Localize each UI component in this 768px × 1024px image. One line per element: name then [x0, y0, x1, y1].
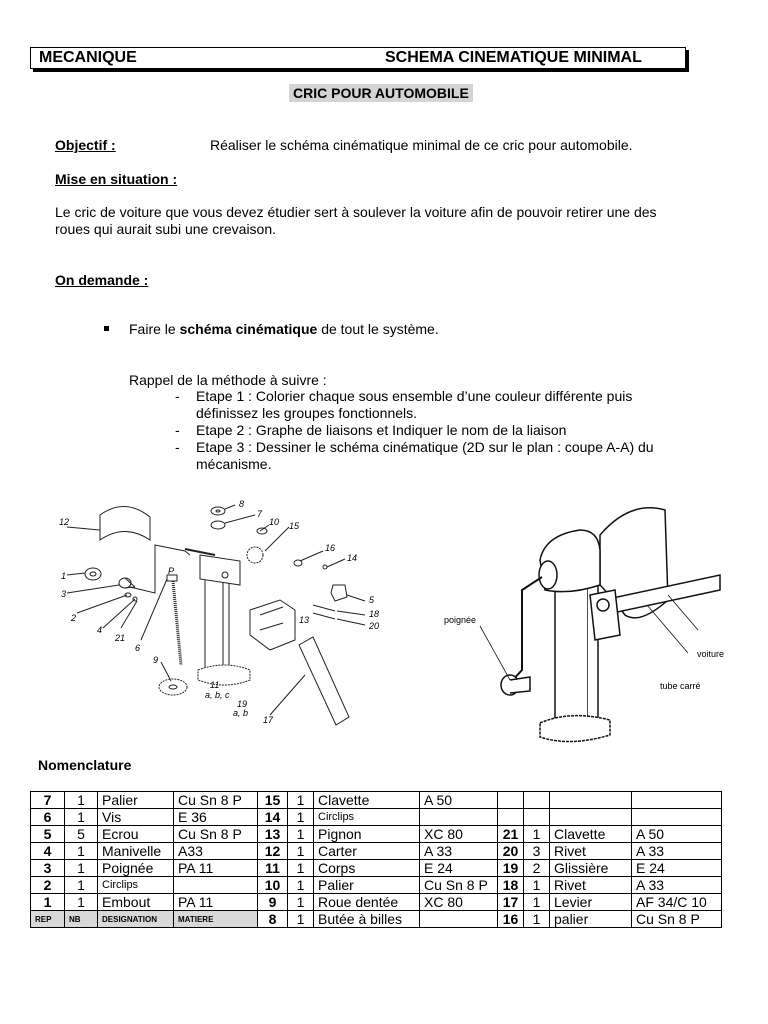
- nb-cell: 1: [524, 894, 550, 911]
- step2-dash: -: [175, 422, 180, 438]
- callout-p: P: [168, 566, 175, 576]
- nb-cell: 1: [65, 894, 98, 911]
- label-poignee: poignée: [444, 615, 477, 625]
- matiere-cell: [632, 809, 722, 826]
- nb-cell: 1: [65, 843, 98, 860]
- matiere-cell: AF 34/C 10: [632, 894, 722, 911]
- rep-cell: 19: [498, 860, 524, 877]
- mise-text-line1: Le cric de voiture que vous devez étudier sert à soulever la voiture afin de pouvoir retirer une des: [55, 204, 657, 220]
- designation-cell: Glissière: [550, 860, 632, 877]
- nb-cell: 1: [288, 894, 314, 911]
- header-rep: REP: [31, 911, 65, 928]
- header-nb: NB: [65, 911, 98, 928]
- header-designation: DESIGNATION: [98, 911, 174, 928]
- designation-cell: Roue dentée: [314, 894, 420, 911]
- header-subject: MECANIQUE: [39, 49, 137, 66]
- callout-21: 21: [115, 633, 126, 643]
- step3-line2: mécanisme.: [196, 456, 272, 472]
- table-row: [31, 809, 722, 826]
- designation-cell: [550, 809, 632, 826]
- matiere-cell: A 33: [632, 877, 722, 894]
- callout-10: 10: [269, 517, 280, 527]
- nb-cell: 1: [524, 911, 550, 928]
- step1-line1: Etape 1 : Colorier chaque sous ensemble d’une couleur différente puis: [196, 388, 633, 404]
- nb-cell: [524, 792, 550, 809]
- matiere-cell: [420, 809, 498, 826]
- callout-3: 3: [61, 589, 67, 599]
- exploded-view-drawing: [55, 495, 385, 735]
- designation-cell: Carter: [314, 843, 420, 860]
- matiere-cell: PA 11: [174, 894, 258, 911]
- designation-cell: Palier: [314, 877, 420, 894]
- designation-cell: Embout: [98, 894, 174, 911]
- rep-cell: 9: [258, 894, 288, 911]
- callout-9: 9: [153, 655, 159, 665]
- table-row: [31, 877, 722, 894]
- page-title: CRIC POUR AUTOMOBILE: [289, 84, 473, 102]
- assembly-drawing: [440, 495, 740, 755]
- callout-12: 12: [59, 517, 70, 527]
- designation-cell: Clavette: [550, 826, 632, 843]
- nb-cell: [524, 809, 550, 826]
- mise-text-line2: roues qui aurait subi une crevaison.: [55, 221, 277, 237]
- nb-cell: 1: [288, 877, 314, 894]
- matiere-cell: Cu Sn 8 P: [174, 792, 258, 809]
- matiere-cell: PA 11: [174, 860, 258, 877]
- table-header-row: [31, 911, 722, 928]
- rep-cell: 21: [498, 826, 524, 843]
- callout-6: 6: [135, 643, 141, 653]
- callout-11: 11: [210, 680, 220, 690]
- callout-15: 15: [289, 521, 300, 531]
- designation-cell: Poignée: [98, 860, 174, 877]
- matiere-cell: A 50: [632, 826, 722, 843]
- header-topic: SCHEMA CINEMATIQUE MINIMAL: [385, 49, 642, 66]
- rep-cell: 13: [258, 826, 288, 843]
- matiere-cell: A 33: [420, 843, 498, 860]
- bullet-prefix: Faire le: [129, 321, 180, 337]
- demande-bullet: [129, 321, 439, 338]
- demande-label: On demande :: [55, 272, 149, 288]
- nb-cell: 1: [288, 826, 314, 843]
- designation-cell: Vis: [98, 809, 174, 826]
- rep-cell: [498, 792, 524, 809]
- nb-cell: 2: [524, 860, 550, 877]
- designation-cell: Circlips: [98, 877, 174, 894]
- rep-cell: 10: [258, 877, 288, 894]
- rep-cell: 11: [258, 860, 288, 877]
- bullet-bold: schéma cinématique: [179, 321, 318, 337]
- bullet-square-icon: [104, 326, 109, 331]
- matiere-cell: E 24: [632, 860, 722, 877]
- nb-cell: 1: [288, 911, 314, 928]
- header-box: [30, 47, 686, 69]
- step1-line2: définissez les groupes fonctionnels.: [196, 405, 418, 421]
- nomenclature-title: Nomenclature: [38, 757, 132, 773]
- callout-14: 14: [347, 553, 358, 563]
- callout-18: 18: [369, 609, 380, 619]
- table-row: [31, 843, 722, 860]
- rep-cell: 2: [31, 877, 65, 894]
- label-voiture: voiture: [697, 649, 725, 659]
- rep-cell: 17: [498, 894, 524, 911]
- nb-cell: 1: [288, 809, 314, 826]
- callout-8: 8: [239, 499, 245, 509]
- rep-cell: 12: [258, 843, 288, 860]
- designation-cell: Corps: [314, 860, 420, 877]
- label-tube-carre: tube carré: [660, 681, 701, 691]
- nb-cell: 1: [288, 843, 314, 860]
- callout-11-sub: a, b, c: [205, 690, 230, 700]
- callout-17: 17: [263, 715, 274, 725]
- callout-19-sub: a, b: [233, 708, 249, 718]
- callout-1: 1: [61, 571, 67, 581]
- callout-20: 20: [369, 621, 380, 631]
- matiere-cell: E 24: [420, 860, 498, 877]
- designation-cell: Butée à billes: [314, 911, 420, 928]
- rep-cell: [498, 809, 524, 826]
- objectif-label: Objectif :: [55, 137, 116, 153]
- matiere-cell: [174, 877, 258, 894]
- designation-cell: [550, 792, 632, 809]
- callout-16: 16: [325, 543, 336, 553]
- matiere-cell: A 33: [632, 843, 722, 860]
- rappel-title: Rappel de la méthode à suivre :: [129, 372, 327, 388]
- step3-line1: Etape 3 : Dessiner le schéma cinématique (2D sur le plan : coupe A-A) du: [196, 439, 654, 455]
- matiere-cell: E 36: [174, 809, 258, 826]
- matiere-cell: XC 80: [420, 826, 498, 843]
- rep-cell: 3: [31, 860, 65, 877]
- table-row: [31, 792, 722, 809]
- mise-label: Mise en situation :: [55, 171, 178, 187]
- designation-cell: Circlips: [314, 809, 420, 826]
- objectif-text: Réaliser le schéma cinématique minimal de ce cric pour automobile.: [210, 137, 633, 153]
- matiere-cell: [420, 911, 498, 928]
- nb-cell: 1: [288, 860, 314, 877]
- callout-7: 7: [257, 509, 263, 519]
- callout-5: 5: [369, 595, 375, 605]
- rep-cell: 1: [31, 894, 65, 911]
- matiere-cell: Cu Sn 8 P: [420, 877, 498, 894]
- rep-cell: 16: [498, 911, 524, 928]
- nb-cell: 1: [524, 877, 550, 894]
- nb-cell: 1: [65, 792, 98, 809]
- nb-cell: 1: [65, 877, 98, 894]
- rep-cell: 18: [498, 877, 524, 894]
- nb-cell: 5: [65, 826, 98, 843]
- table-row: [31, 894, 722, 911]
- step2-line1: Etape 2 : Graphe de liaisons et Indiquer le nom de la liaison: [196, 422, 567, 438]
- nb-cell: 1: [65, 809, 98, 826]
- callout-2: 2: [71, 613, 77, 623]
- nb-cell: 1: [65, 860, 98, 877]
- nb-cell: 3: [524, 843, 550, 860]
- matiere-cell: XC 80: [420, 894, 498, 911]
- rep-cell: 14: [258, 809, 288, 826]
- rep-cell: 15: [258, 792, 288, 809]
- designation-cell: Pignon: [314, 826, 420, 843]
- designation-cell: palier: [550, 911, 632, 928]
- table-row: [31, 826, 722, 843]
- nb-cell: 1: [524, 826, 550, 843]
- designation-cell: Ecrou: [98, 826, 174, 843]
- callout-19: 19: [237, 699, 248, 709]
- designation-cell: Clavette: [314, 792, 420, 809]
- rep-cell: 5: [31, 826, 65, 843]
- step3-dash: -: [175, 439, 180, 455]
- nb-cell: 1: [288, 792, 314, 809]
- designation-cell: Palier: [98, 792, 174, 809]
- header-matiere: MATIERE: [174, 911, 258, 928]
- designation-cell: Rivet: [550, 843, 632, 860]
- table-row: [31, 860, 722, 877]
- bullet-suffix: de tout le système.: [317, 321, 439, 337]
- matiere-cell: [632, 792, 722, 809]
- matiere-cell: A33: [174, 843, 258, 860]
- designation-cell: Levier: [550, 894, 632, 911]
- rep-cell: 4: [31, 843, 65, 860]
- designation-cell: Rivet: [550, 877, 632, 894]
- step1-dash: -: [175, 388, 180, 404]
- nomenclature-table: [30, 791, 722, 928]
- matiere-cell: Cu Sn 8 P: [174, 826, 258, 843]
- rep-cell: 20: [498, 843, 524, 860]
- designation-cell: Manivelle: [98, 843, 174, 860]
- callout-4: 4: [97, 625, 103, 635]
- matiere-cell: A 50: [420, 792, 498, 809]
- callout-13: 13: [299, 615, 310, 625]
- rep-cell: 8: [258, 911, 288, 928]
- rep-cell: 6: [31, 809, 65, 826]
- matiere-cell: Cu Sn 8 P: [632, 911, 722, 928]
- rep-cell: 7: [31, 792, 65, 809]
